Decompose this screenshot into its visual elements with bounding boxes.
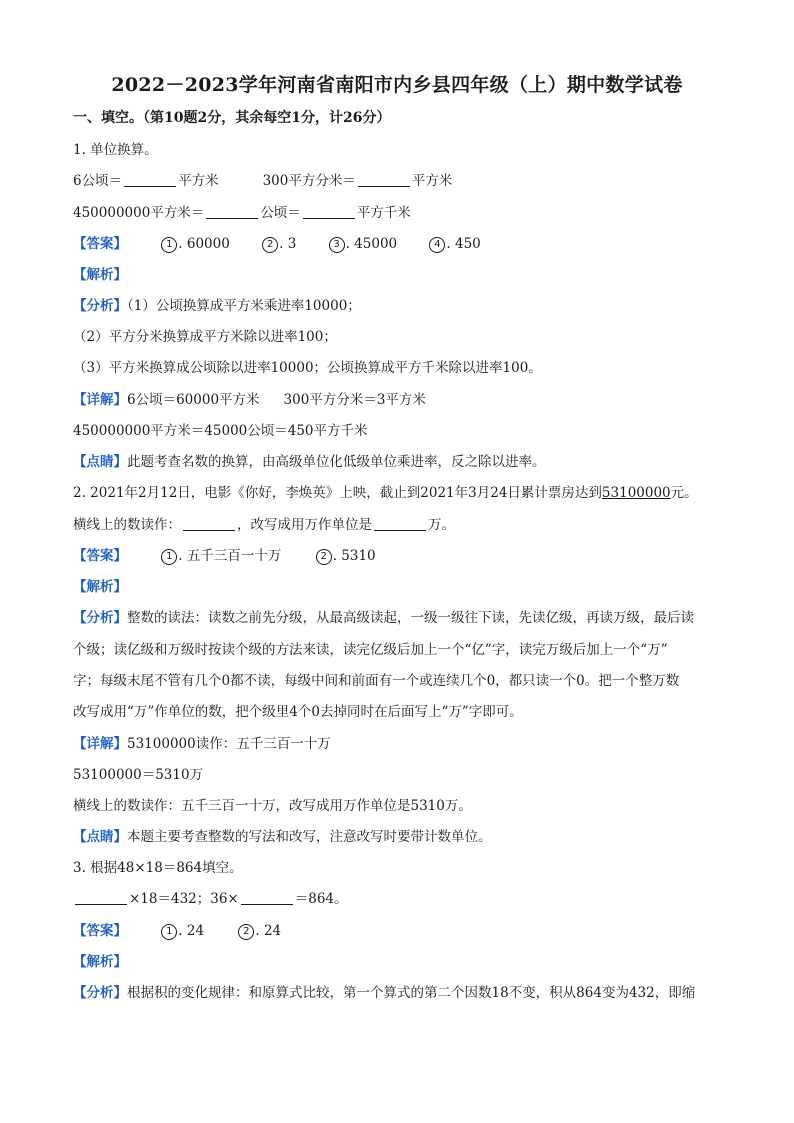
q3-answer: 【答案】 1 . 24 2 . 24 (73, 923, 282, 939)
blank (206, 204, 258, 219)
q2-stem: 2. 2021年2月12日，电影《你好，李焕英》上映，截止到2021年3月24日累计票房达到53100000元。 (73, 485, 698, 501)
q2-comment: 【点睛】本题主要考查整数的写法和改写，注意改写时要带计数单位。 (73, 829, 492, 845)
q2-detail2: 53100000＝5310万 (73, 767, 204, 783)
q1-line2: 450000000平方米＝ 公顷＝ 平方千米 (73, 205, 411, 221)
q3-line2: ×18＝432；36× ＝864。 (73, 889, 348, 909)
blank (303, 204, 355, 219)
analysis-tag: 【解析】 (73, 267, 127, 283)
q1-line1: 6公顷＝ 平方米 300平方分米＝ 平方米 (73, 173, 453, 189)
circled-number: 2 (262, 237, 278, 253)
q1-detail2: 450000000平方米＝45000公顷＝450平方千米 (73, 423, 368, 439)
answer-tag: 【答案】 (73, 923, 127, 939)
blank (124, 172, 176, 187)
q2-fenxi2: 个级；读亿级和万级时按读个级的方法来读，读完亿级后加上一个“亿”字，读完万级后加上一个“万” (73, 642, 668, 658)
q1-comment: 【点睛】此题考查名数的换算，由高级单位化低级单位乘进率，反之除以进率。 (73, 454, 546, 470)
q2-fenxi3: 字；每级末尾不管有几个0都不读，每级中间和前面有一个或连续几个0，都只读一个0。把一个整万数 (73, 673, 680, 689)
q2-fenxi4: 改写成用“万”作单位的数，把个级里4个0去掉同时在后面写上“万”字即可。 (73, 704, 523, 720)
q1-fenxi1: 【分析】（1）公顷换算成平方米乘进率10000； (73, 298, 361, 314)
blank (241, 890, 293, 905)
q2-answer: 【答案】 1 . 五千三百一十万 2 . 5310 (73, 548, 376, 564)
section-heading: 一、填空。（第10题2分，其余每空1分，计26分） (73, 110, 391, 126)
q1-detail1: 【详解】6公顷＝60000平方米 300平方分米＝3平方米 (73, 392, 426, 408)
answer-tag: 【答案】 (73, 236, 127, 252)
circled-number: 3 (329, 237, 345, 253)
q2-line2: 横线上的数读作： ，改写成用万作单位是 万。 (73, 517, 455, 533)
blank (183, 516, 235, 531)
circled-number: 1 (161, 549, 177, 565)
analysis-tag: 【解析】 (73, 579, 127, 595)
circled-number: 2 (316, 549, 332, 565)
q3-stem: 3. 根据48×18＝864填空。 (73, 860, 243, 876)
q1-answer: 【答案】 1 . 60000 2 . 3 3 . 45000 4 . 450 (73, 236, 481, 252)
q1-fenxi3: （3）平方米换算成公顷除以进率10000；公顷换算成平方千米除以进率100。 (73, 360, 542, 376)
q1-fenxi2: （2）平方分米换算成平方米除以进率100； (73, 329, 337, 345)
blank (358, 172, 410, 187)
q2-detail3: 横线上的数读作：五千三百一十万，改写成用万作单位是5310万。 (73, 798, 472, 814)
circled-number: 1 (161, 924, 177, 940)
analysis-tag: 【解析】 (73, 954, 127, 970)
q3-fenxi1: 【分析】根据积的变化规律：和原算式比较，第一个算式的第二个因数18不变，积从864变为432，即缩 (73, 985, 696, 1001)
circled-number: 1 (161, 237, 177, 253)
blank (75, 890, 127, 905)
blank (374, 516, 426, 531)
page-title: 2022－2023学年河南省南阳市内乡县四年级（上）期中数学试卷 (111, 74, 683, 96)
q2-detail1: 【详解】53100000读作：五千三百一十万 (73, 736, 331, 752)
q2-fenxi1: 【分析】整数的读法：读数之前先分级，从最高级读起，一级一级往下读，先读亿级，再读万级，最后读 (73, 610, 694, 626)
circled-number: 2 (238, 924, 254, 940)
circled-number: 4 (429, 237, 445, 253)
q1-stem: 1. 单位换算。 (73, 142, 158, 158)
answer-tag: 【答案】 (73, 548, 127, 564)
